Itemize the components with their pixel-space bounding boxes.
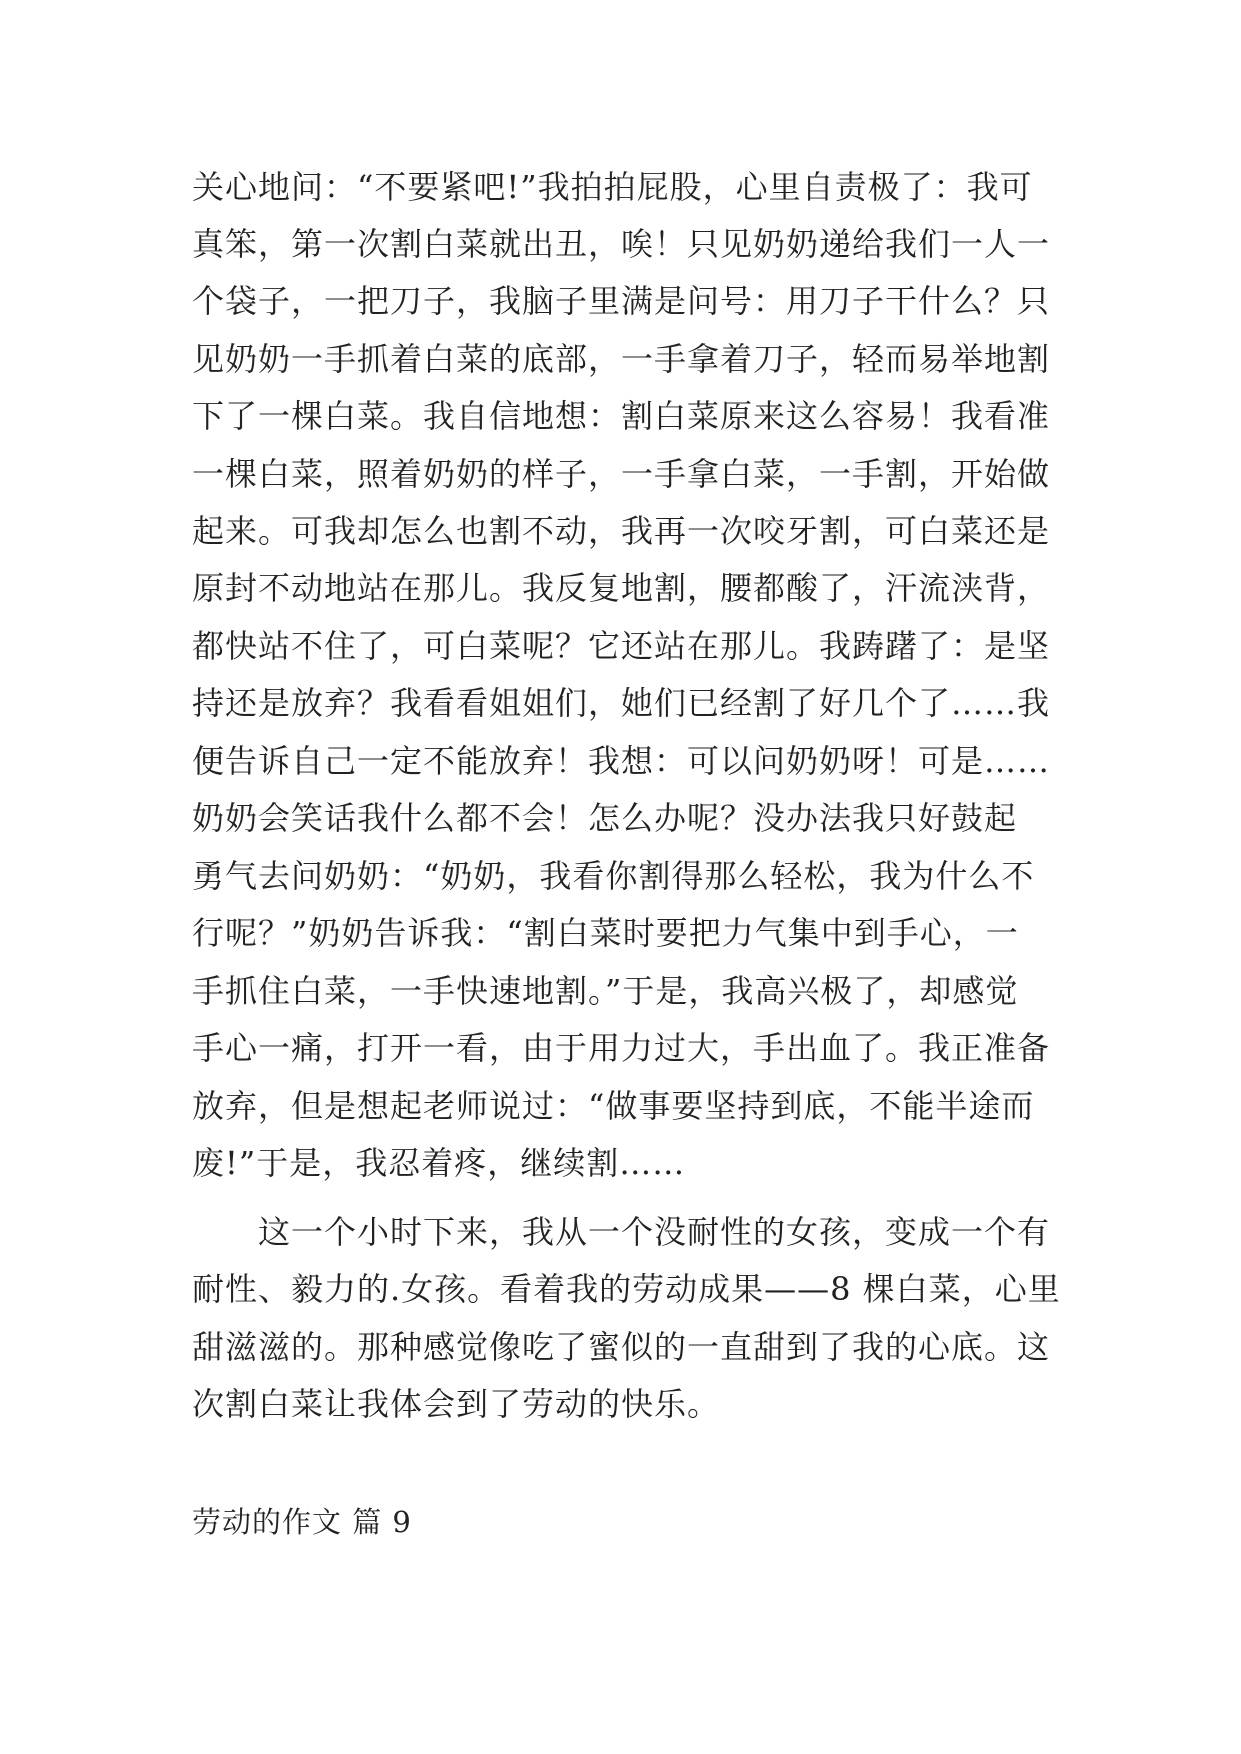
text-line: 手心一痛，打开一看，由于用力过大，手出血了。我正准备 [192,1029,1051,1067]
text-line: 勇气去问奶奶：“奶奶，我看你割得那么轻松，我为什么不 [192,857,1035,895]
text-line: 奶奶会笑话我什么都不会！怎么办呢？没办法我只好鼓起 [192,799,1018,837]
text-line: 耐性、毅力的.女孩。看着我的劳动成果——8 棵白菜，心里 [192,1270,1061,1308]
text-line: 废!”于是，我忍着疼，继续割…… [192,1144,686,1182]
text-line: 原封不动地站在那儿。我反复地割，腰都酸了，汗流浃背， [192,569,1051,607]
section-heading: 劳动的作文 篇 9 [192,1505,412,1539]
text-line: 见奶奶一手抓着白菜的底部，一手拿着刀子，轻而易举地割 [192,340,1051,378]
text-line: 真笨，第一次割白菜就出丑，唉！只见奶奶递给我们一人一 [192,225,1051,263]
text-line: 都快站不住了，可白菜呢？它还站在那儿。我踌躇了：是坚 [192,627,1051,665]
text-line: 便告诉自己一定不能放弃！我想：可以问奶奶呀！可是…… [192,742,1051,780]
text-line: 甜滋滋的。那种感觉像吃了蜜似的一直甜到了我的心底。这 [192,1328,1051,1366]
text-line: 个袋子，一把刀子，我脑子里满是问号：用刀子干什么？只 [192,282,1051,320]
text-line: 一棵白菜，照着奶奶的样子，一手拿白菜，一手割，开始做 [192,455,1051,493]
text-line: 这一个小时下来，我从一个没耐性的女孩，变成一个有 [258,1213,1051,1251]
text-line: 关心地问：“不要紧吧!”我拍拍屁股，心里自责极了：我可 [192,168,1033,206]
text-line: 持还是放弃？我看看姐姐们，她们已经割了好几个了……我 [192,684,1051,722]
text-line: 放弃，但是想起老师说过：“做事要坚持到底，不能半途而 [192,1087,1035,1125]
text-line: 手抓住白菜，一手快速地割。”于是，我高兴极了，却感觉 [192,972,1019,1010]
text-line: 起来。可我却怎么也割不动，我再一次咬牙割，可白菜还是 [192,512,1051,550]
text-line: 下了一棵白菜。我自信地想：割白菜原来这么容易！我看准 [192,397,1051,435]
text-line: 次割白菜让我体会到了劳动的快乐。 [192,1385,721,1423]
text-line: 行呢？”奶奶告诉我：“割白菜时要把力气集中到手心，一 [192,914,1019,952]
